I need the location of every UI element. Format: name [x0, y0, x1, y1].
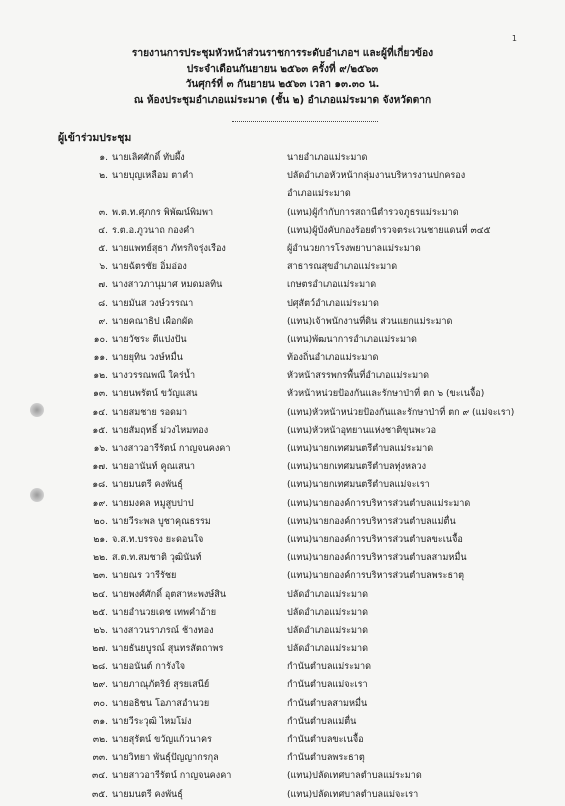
- attendee-number: ๒๓.: [92, 571, 108, 582]
- attendee-name: นายอานันท์ คูณเสนา: [112, 462, 196, 473]
- attendee-name: นายวิทยา พันธุ์ปัญญากรกุล: [112, 753, 219, 764]
- attendee-name: นายวีระวุฒิ ไหมโม่ง: [112, 716, 192, 727]
- attendee-position: (แทน)หัวหน้าหน่วยป้องกันและรักษาป่าที่ ตก ๙ (แม่จะเรา): [287, 407, 515, 418]
- attendee-name: นายธันยบูรณ์ สุนทรสัตถาพร: [112, 644, 224, 655]
- attendee-position: (แทน)ผู้บังคับกองร้อยตำรวจตระเวนชายแดนที่ ๓๔๕: [287, 225, 491, 236]
- attendee-number: ๒๐.: [93, 516, 108, 527]
- attendee-number: ๑๐.: [93, 334, 108, 345]
- attendee-row: [0, 242, 565, 260]
- attendee-row: [0, 642, 565, 660]
- attendee-row: [0, 624, 565, 642]
- attendee-name: นายแพทย์สุธา ภัทรกิจรุ่งเรือง: [112, 243, 226, 254]
- attendee-number: ๓๔.: [92, 771, 108, 782]
- attendee-name: นายอนันต์ การังใจ: [112, 662, 186, 673]
- attendee-name: นายสุรัตน์ ขวัญแก้วนาคร: [112, 735, 212, 746]
- attendee-position: (แทน)พัฒนาการอำเภอแม่ระมาด: [287, 334, 417, 345]
- attendee-position: ปลัดอำเภอหัวหน้ากลุ่มงานบริหารงานปกครอง: [287, 171, 466, 182]
- attendee-position: (แทน)นายกเทศมนตรีตำบลแม่จะเรา: [287, 480, 430, 491]
- attendee-row: [0, 697, 565, 715]
- attendee-name: นายคณาธิป เผือกผัด: [112, 316, 194, 327]
- attendee-number: ๑๑.: [93, 353, 108, 364]
- attendee-row: [0, 751, 565, 769]
- attendee-position: ปลัดอำเภอแม่ระมาด: [287, 625, 369, 636]
- header-location: ณ ห้องประชุมอำเภอแม่ระมาด (ชั้น ๒) อำเภอแม่ระมาด จังหวัดตาก: [133, 94, 432, 106]
- attendee-row: [0, 515, 565, 533]
- header-title: รายงานการประชุมหัวหน้าส่วนราชการระดับอำเภอฯ และผู้ที่เกี่ยวข้อง: [131, 48, 434, 59]
- attendee-name: จ.ส.ท.บรรจง ยะดอนใจ: [112, 534, 204, 545]
- attendee-position: (แทน)นายกเทศมนตรีตำบลแม่ระมาด: [287, 444, 434, 455]
- attendee-name: นายภาณุภัตริย์ สุรยเสนีย์: [112, 680, 210, 691]
- attendee-position: ผู้อำนวยการโรงพยาบาลแม่ระมาด: [287, 243, 421, 254]
- attendee-position: หัวหน้าหน่วยป้องกันและรักษาป่าที่ ตก ๖ (ขะเนจื้อ): [287, 389, 485, 400]
- attendee-row: [0, 478, 565, 496]
- attendee-row: [0, 297, 565, 315]
- attendee-number: ๒๕.: [92, 607, 108, 618]
- attendee-position: นายอำเภอแม่ระมาด: [287, 153, 368, 163]
- document-header: [0, 46, 565, 108]
- attendee-position: หัวหน้าสรรพกรพื้นที่อำเภอแม่ระมาด: [287, 371, 430, 382]
- attendee-number: ๑๓.: [93, 389, 108, 400]
- attendee-number: ๓๐.: [93, 698, 108, 709]
- header-meeting-number: ประจำเดือนกันยายน ๒๕๖๓ ครั้งที่ ๙/๒๕๖๓: [186, 63, 379, 75]
- attendee-name: นางสาวอารีรัตน์ กาญจนคงคา: [112, 444, 231, 455]
- attendee-position: (แทน)นายกองค์การบริหารส่วนตำบลพระธาตุ: [287, 571, 465, 582]
- punch-hole-bottom: [30, 488, 44, 502]
- punch-hole-top: [30, 403, 44, 417]
- attendee-row: [0, 588, 565, 606]
- attendee-name: นางสาวนราภรณ์ ช้างทอง: [112, 625, 214, 636]
- attendee-name: นายอธิชน โอภาสอำนวย: [112, 698, 210, 709]
- attendee-name: นายบุญเหลือม ตาคำ: [112, 171, 194, 182]
- attendee-position: (แทน)หัวหน้าอุทยานแห่งชาติขุนพะวอ: [287, 425, 437, 436]
- attendee-name: นายวีระพล บูชาคุณธรรม: [112, 516, 211, 527]
- attendee-position: สาธารณสุขอำเภอแม่ระมาด: [287, 262, 398, 273]
- attendee-number: ๑๒.: [93, 371, 108, 382]
- attendee-name: นายนพรัตน์ ขวัญแสน: [112, 389, 198, 400]
- attendee-position: (แทน)นายกองค์การบริหารส่วนตำบลแม่ระมาด: [287, 498, 471, 509]
- attendee-row: [0, 278, 565, 296]
- attendee-name: นายอำนวยเดช เทพคำอ้าย: [112, 607, 217, 618]
- attendee-name: นางวรรณพณี ใคร่น้ำ: [112, 371, 196, 382]
- attendee-name: นางสาวภานุมาศ หมดมลทิน: [112, 280, 223, 291]
- attendee-row: [0, 533, 565, 551]
- attendee-name: นายมันส วงษ์วรรณา: [112, 298, 194, 309]
- attendee-position: กำนันตำบลขะเนจื้อ: [287, 735, 364, 746]
- attendee-row: [0, 224, 565, 242]
- attendee-position: (แทน)ผู้กำกับการสถานีตำรวจภูธรแม่ระมาด: [287, 207, 459, 218]
- attendee-name: นายเลิศศักดิ์ ทับผึ้ง: [112, 153, 185, 163]
- attendee-position: กำนันตำบลแม่จะเรา: [287, 680, 368, 691]
- attendee-row: [0, 206, 565, 224]
- attendee-row: [0, 151, 565, 169]
- attendee-number: ๑๘.: [92, 480, 108, 491]
- attendee-row: [0, 351, 565, 369]
- attendee-number: ๑๗.: [92, 462, 108, 473]
- attendee-position: (แทน)นายกเทศมนตรีตำบลทุ่งหลวง: [287, 462, 427, 473]
- attendee-position: เกษตรอำเภอแม่ระมาด: [287, 280, 377, 291]
- attendee-row: [0, 497, 565, 515]
- attendee-row: [0, 460, 565, 478]
- attendee-name: นายมนตรี คงพันธุ์: [112, 480, 183, 491]
- attendee-position: ท้องถิ่นอำเภอแม่ระมาด: [287, 353, 379, 364]
- attendee-number: ๒๗.: [92, 644, 108, 655]
- attendee-row: [0, 733, 565, 751]
- attendee-number: ๓๑.: [93, 716, 108, 727]
- attendee-row: [0, 424, 565, 442]
- attendee-row: [0, 660, 565, 678]
- attendee-position: (แทน)ปลัดเทศบาลตำบลแม่ระมาด: [287, 771, 422, 782]
- attendee-row: [0, 551, 565, 569]
- attendee-number: ๒๙.: [92, 680, 108, 691]
- attendee-row: [0, 333, 565, 351]
- attendee-list: [0, 151, 565, 806]
- attendee-row: [0, 606, 565, 624]
- attendee-name: ส.ต.ท.สมชาติ วุฒินันท์: [112, 553, 202, 564]
- attendee-position-continued: อำเภอแม่ระมาด: [287, 189, 351, 200]
- attendee-row: [0, 260, 565, 278]
- attendee-number: ๕.: [98, 243, 108, 254]
- attendee-position: กำนันตำบลพระธาตุ: [287, 753, 365, 764]
- attendee-row: [0, 369, 565, 387]
- attendee-row: [0, 406, 565, 424]
- attendee-row: [0, 678, 565, 696]
- attendee-number: ๔.: [98, 225, 108, 236]
- attendee-name: นายยุทิน วงษ์หมื่น: [112, 353, 183, 364]
- attendee-number: ๓๕.: [92, 789, 108, 800]
- section-title-attendees: ผู้เข้าร่วมประชุม: [58, 132, 132, 144]
- attendee-number: ๑๖.: [93, 444, 108, 455]
- attendee-row: [0, 169, 565, 205]
- attendee-name: ร.ต.อ.ภูวนาถ กองคำ: [112, 225, 195, 236]
- attendee-number: ๗.: [98, 280, 108, 291]
- attendee-position: (แทน)นายกองค์การบริหารส่วนตำบลสามหมื่น: [287, 553, 467, 564]
- attendee-number: ๒๑.: [93, 534, 108, 545]
- attendee-number: ๒๒.: [93, 553, 108, 564]
- attendee-name: พ.ต.ท.ศุภกร พิพัฒน์พิมพา: [112, 207, 214, 218]
- attendee-number: ๑๙.: [92, 498, 108, 509]
- attendee-number: ๖.: [99, 262, 108, 273]
- attendee-number: ๒๘.: [92, 662, 108, 673]
- attendee-row: [0, 569, 565, 587]
- attendee-position: กำนันตำบลสามหมื่น: [287, 698, 368, 709]
- attendee-number: ๑๕.: [92, 425, 108, 436]
- attendee-name: นายสาวอารีรัตน์ กาญจนคงคา: [112, 771, 232, 782]
- attendee-name: นายณร วารีรัชย: [112, 571, 177, 582]
- attendee-row: [0, 442, 565, 460]
- attendee-position: กำนันตำบลแม่ระมาด: [287, 662, 372, 673]
- attendee-row: [0, 769, 565, 787]
- attendee-row: [0, 387, 565, 405]
- attendee-number: ๙.: [98, 316, 108, 327]
- attendee-number: ๑.: [99, 153, 108, 163]
- attendee-number: ๓๓.: [92, 753, 108, 764]
- attendee-position: ปศุสัตว์อำเภอแม่ระมาด: [287, 298, 379, 309]
- attendee-name: นายมนตรี คงพันธุ์: [112, 789, 183, 800]
- attendee-number: ๘.: [98, 298, 108, 309]
- attendee-number: ๒๔.: [92, 589, 108, 600]
- header-date-time: วันศุกร์ที่ ๓ กันยายน ๒๕๖๓ เวลา ๑๓.๓๐ น.: [185, 79, 380, 90]
- attendee-number: ๓.: [98, 207, 108, 218]
- attendee-position: (แทน)นายกองค์การบริหารส่วนตำบลขะเนจื้อ: [287, 534, 463, 545]
- header-divider: [232, 121, 378, 122]
- attendee-number: ๓๒.: [92, 735, 108, 746]
- attendee-number: ๑๔.: [92, 407, 108, 418]
- attendee-name: นายสัมฤทธิ์ ม่วงไหมทอง: [112, 425, 209, 436]
- attendee-position: (แทน)เจ้าพนักงานที่ดิน ส่วนแยกแม่ระมาด: [287, 316, 453, 327]
- attendee-row: [0, 715, 565, 733]
- attendee-name: นายวัชระ ตีแปงปัน: [112, 334, 187, 345]
- attendee-position: กำนันตำบลแม่ตื่น: [287, 716, 357, 727]
- attendee-number: ๒๖.: [93, 625, 108, 636]
- attendee-position: (แทน)นายกองค์การบริหารส่วนตำบลแม่ตื่น: [287, 516, 456, 527]
- attendee-name: นายมงคล หมูสูบปาป: [112, 498, 194, 509]
- attendee-position: ปลัดอำเภอแม่ระมาด: [287, 607, 369, 618]
- attendee-name: นายสมชาย รอดมา: [112, 407, 188, 418]
- page-number: 1: [511, 34, 517, 43]
- attendee-number: ๒.: [99, 171, 108, 182]
- attendee-row: [0, 788, 565, 806]
- attendee-name: นายฉัตรชัย อิ่มอ่อง: [112, 262, 187, 273]
- attendee-position: (แทน)ปลัดเทศบาลตำบลแม่จะเรา: [287, 789, 419, 800]
- attendee-row: [0, 315, 565, 333]
- attendee-name: นายพงศ์ศักดิ์ อุตสาหะพงษ์สิน: [112, 589, 227, 600]
- attendee-position: ปลัดอำเภอแม่ระมาด: [287, 644, 369, 655]
- attendee-position: ปลัดอำเภอแม่ระมาด: [287, 589, 369, 600]
